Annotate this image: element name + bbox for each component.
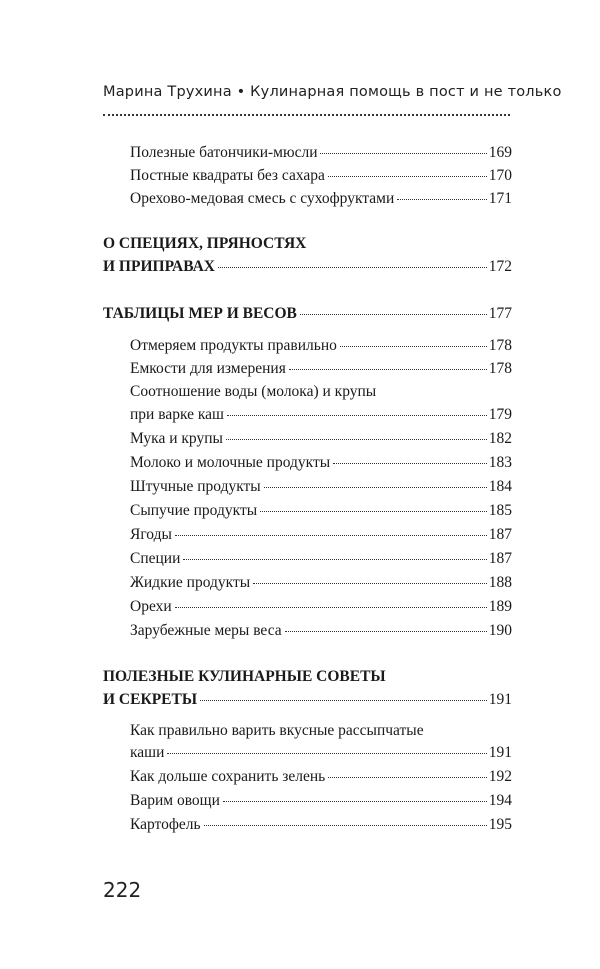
- toc-entry-title: Молоко и молочные продукты: [130, 454, 331, 471]
- dot-leader: [264, 487, 487, 488]
- toc-entry-title-line1: Как правильно варить вкусные рассыпчатые: [130, 722, 424, 739]
- toc-section-title-line1: О СПЕЦИЯХ, ПРЯНОСТЯХ: [103, 235, 307, 252]
- dot-leader: [175, 607, 487, 608]
- toc-entry[interactable]: [130, 743, 512, 763]
- toc-entry-title: Постные квадраты без сахара: [130, 167, 325, 184]
- dot-leader: [227, 415, 487, 416]
- toc-section-page: 191: [488, 691, 512, 708]
- toc-entry-page: 182: [488, 430, 512, 447]
- toc-section-entry[interactable]: [103, 257, 512, 277]
- dot-leader: [218, 267, 487, 268]
- dot-leader: [328, 176, 487, 177]
- toc-entry-page: 187: [488, 550, 512, 567]
- dot-leader: [183, 559, 486, 560]
- toc-entry-page: 190: [488, 622, 512, 639]
- toc-entry[interactable]: [130, 549, 512, 569]
- toc-section-entry[interactable]: [103, 690, 512, 710]
- toc-entry-title: Орехово-медовая смесь с сухофруктами: [130, 190, 395, 207]
- toc-entry-page: 178: [488, 337, 512, 354]
- toc-entry-title: Ягоды: [130, 526, 172, 543]
- toc-entry-page: 169: [488, 144, 512, 161]
- toc-entry[interactable]: [130, 501, 512, 521]
- dot-leader: [204, 825, 487, 826]
- toc-section-title-line1: ПОЛЕЗНЫЕ КУЛИНАРНЫЕ СОВЕТЫ: [103, 668, 386, 685]
- toc-entry-page: 171: [488, 190, 512, 207]
- toc-entry[interactable]: [130, 429, 512, 449]
- dot-leader: [300, 314, 487, 315]
- toc-section-title: И ПРИПРАВАХ: [103, 258, 215, 275]
- page-number: 222: [103, 878, 142, 902]
- toc-entry[interactable]: [130, 166, 512, 186]
- toc-entry[interactable]: [130, 525, 512, 545]
- toc-entry[interactable]: [130, 621, 512, 641]
- toc-entry-page: 188: [488, 574, 512, 591]
- toc-entry-page: 184: [488, 478, 512, 495]
- toc-entry-title: Зарубежные меры веса: [130, 622, 282, 639]
- toc-entry-title: Мука и крупы: [130, 430, 223, 447]
- toc-entry-page: 191: [488, 744, 512, 761]
- dot-leader: [320, 153, 486, 154]
- toc-entry-title: Емкости для измерения: [130, 360, 286, 377]
- toc-entry-page: 170: [488, 167, 512, 184]
- toc-section-title: ТАБЛИЦЫ МЕР И ВЕСОВ: [103, 305, 297, 322]
- toc-section-page: 177: [488, 305, 512, 322]
- dot-leader: [175, 535, 487, 536]
- toc-section-page: 172: [488, 258, 512, 275]
- toc-entry[interactable]: [130, 359, 512, 379]
- dot-leader: [340, 346, 487, 347]
- dot-leader: [260, 511, 487, 512]
- toc-entry[interactable]: [130, 791, 512, 811]
- toc-entry[interactable]: [130, 767, 512, 787]
- toc-entry[interactable]: [130, 815, 512, 835]
- toc-entry-title: Жидкие продукты: [130, 574, 251, 591]
- toc-entry[interactable]: [130, 189, 512, 209]
- dot-leader: [289, 369, 487, 370]
- toc-entry-page: 183: [488, 454, 512, 471]
- toc-entry-page: 187: [488, 526, 512, 543]
- toc-entry[interactable]: [130, 336, 512, 356]
- toc-entry-page: 192: [488, 768, 512, 785]
- toc-entry-title: Специи: [130, 550, 181, 567]
- dot-leader: [200, 700, 487, 701]
- toc-entry[interactable]: [130, 597, 512, 617]
- toc-entry-title: Отмеряем продукты правильно: [130, 337, 337, 354]
- toc-entry-title-line1: Соотношение воды (молока) и крупы: [130, 383, 377, 400]
- dot-leader: [226, 439, 487, 440]
- dot-leader: [253, 583, 487, 584]
- dot-leader: [167, 753, 486, 754]
- toc-entry-title: Сыпучие продукты: [130, 502, 258, 519]
- toc-entry-title: Полезные батончики-мюсли: [130, 144, 318, 161]
- dot-leader: [285, 631, 487, 632]
- toc-entry[interactable]: [130, 573, 512, 593]
- toc-entry-page: 178: [488, 360, 512, 377]
- toc-entry[interactable]: [130, 453, 512, 473]
- dot-leader: [328, 777, 486, 778]
- toc-entry[interactable]: [130, 477, 512, 497]
- toc-entry-page: 179: [488, 406, 512, 423]
- dot-leader: [397, 199, 487, 200]
- running-head: Марина Трухина • Кулинарная помощь в пост и не только: [103, 84, 562, 100]
- toc-entry-title: Орехи: [130, 598, 172, 615]
- toc-entry[interactable]: [130, 405, 512, 425]
- toc-entry-page: 185: [488, 502, 512, 519]
- toc-section-entry[interactable]: [103, 304, 512, 324]
- toc-entry[interactable]: [130, 143, 512, 163]
- toc-entry-page: 189: [488, 598, 512, 615]
- toc-entry-page: 194: [488, 792, 512, 809]
- toc-entry-title: Варим овощи: [130, 792, 220, 809]
- toc-section-title: И СЕКРЕТЫ: [103, 691, 198, 708]
- dot-leader: [223, 801, 487, 802]
- toc-entry-title: Как дольше сохранить зелень: [130, 768, 326, 785]
- toc-entry-title: при варке каш: [130, 406, 224, 423]
- toc-entry-title: Штучные продукты: [130, 478, 261, 495]
- toc-entry-page: 195: [488, 816, 512, 833]
- toc-entry-title: Картофель: [130, 816, 201, 833]
- dot-leader: [333, 463, 487, 464]
- toc-entry-title: каши: [130, 744, 165, 761]
